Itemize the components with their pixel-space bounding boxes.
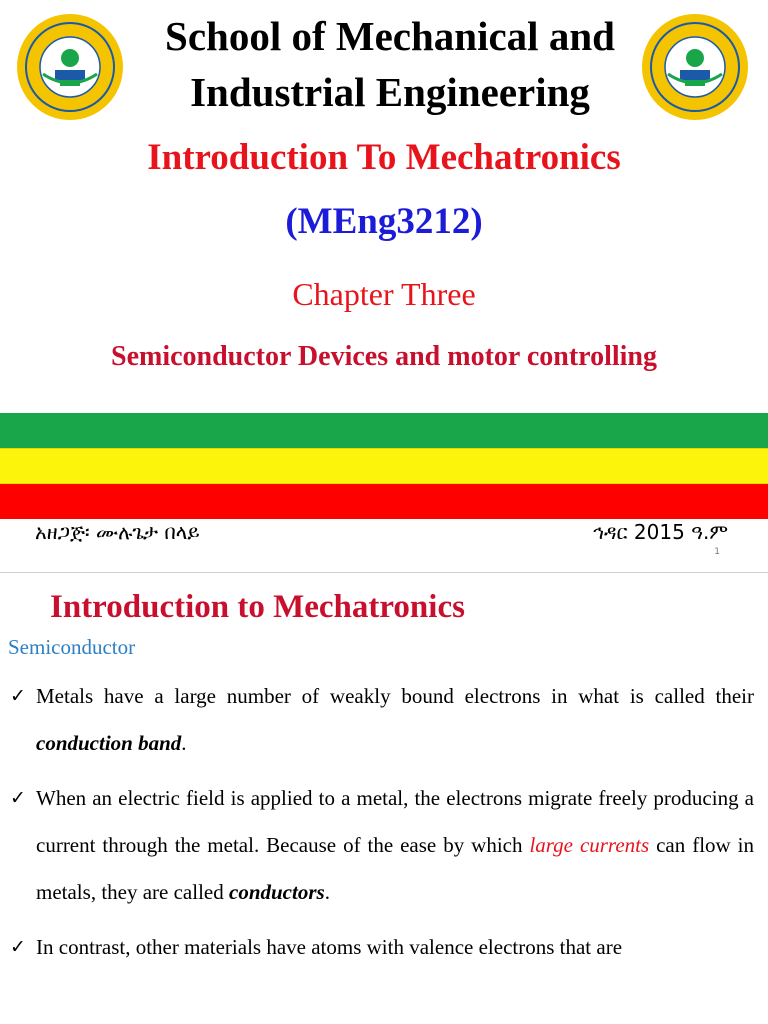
chapter-title: Semiconductor Devices and motor controlling — [111, 341, 657, 372]
checkmark-icon: ✓ — [10, 685, 26, 707]
university-seal-icon — [15, 12, 125, 122]
highlight-text: large currents — [529, 833, 650, 857]
author-label: አዘጋጅ፡ ሙሉጌታ በላይ — [35, 520, 200, 544]
bullet-text: . — [324, 880, 330, 904]
school-title-line-1: School of Mechanical and — [165, 13, 615, 59]
slide-title: Introduction to Mechatronics — [50, 589, 465, 625]
emphasis-text: conduction band — [36, 731, 182, 755]
checkmark-icon: ✓ — [10, 936, 26, 958]
checkmark-icon: ✓ — [10, 787, 26, 809]
green-stripe — [0, 413, 768, 448]
school-title-line-2: Industrial Engineering — [190, 69, 590, 115]
emphasis-text: conductors — [229, 880, 325, 904]
slide-subtitle: Semiconductor — [8, 635, 136, 659]
bullet-text: Metals have a large number of weakly bound electrons in what is called their — [36, 684, 754, 708]
list-item — [8, 775, 754, 916]
chapter-heading: Chapter Three — [292, 276, 476, 312]
flag-stripes — [0, 413, 768, 519]
content-slide — [0, 573, 768, 1024]
list-item — [8, 673, 754, 767]
date-label: ኅዳር 2015 ዓ.ም — [592, 520, 728, 544]
bullet-list — [8, 673, 754, 979]
school-title — [110, 8, 670, 120]
bullet-text: can flow in metals, they are called — [36, 833, 754, 904]
bullet-text: When an electric field is applied to a metal, the electrons migrate freely producing a current through the metal. Because of the ease by which — [36, 786, 754, 857]
course-title: Introduction To Mechatronics — [147, 137, 621, 178]
bullet-text: In contrast, other materials have atoms with valence electrons that are — [36, 935, 623, 959]
page-number: 1 — [714, 547, 720, 557]
red-stripe — [0, 484, 768, 519]
course-code: (MEng3212) — [285, 201, 483, 242]
yellow-stripe — [0, 448, 768, 483]
list-item — [8, 924, 754, 971]
bullet-text: . — [181, 731, 187, 755]
